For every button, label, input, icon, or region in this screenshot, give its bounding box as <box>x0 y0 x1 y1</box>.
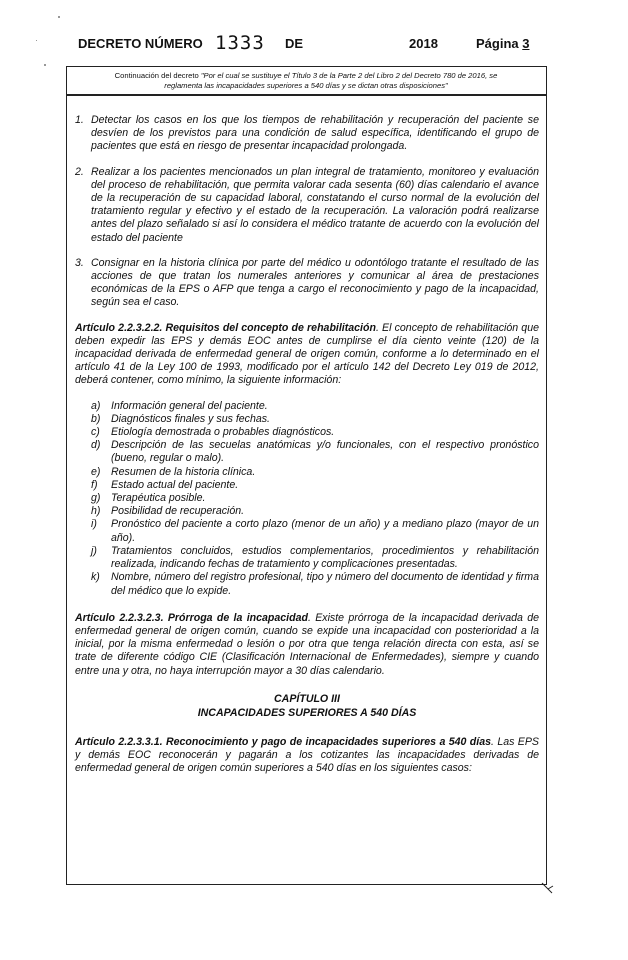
article-text: . Las EPS y demás EOC reconocerán y pagarán a los cotizantes las incapacidades derivadas de enfermedad general de origen común superiores a 540 días en los siguientes casos: <box>75 735 539 775</box>
list-item <box>91 413 539 426</box>
list-item <box>91 505 539 518</box>
numbered-item <box>75 114 539 154</box>
article-heading: Artículo 2.2.3.2.3. Prórroga de la incapacidad <box>75 611 308 624</box>
item-text: Estado actual del paciente. <box>111 478 239 491</box>
chapter-number: CAPÍTULO III <box>274 692 340 705</box>
item-letter: f) <box>91 478 98 491</box>
list-item <box>91 466 539 479</box>
item-letter: e) <box>91 465 101 478</box>
article-reconocimiento <box>75 736 539 776</box>
chapter-title: INCAPACIDADES SUPERIORES A 540 DÍAS <box>197 706 417 719</box>
continuation-title-line1: "Por el cual se sustituye el Título 3 de la Parte 2 del Libro 2 del Decreto 780 de 2016, se <box>200 71 498 80</box>
chapter-heading <box>75 692 539 720</box>
item-text: Diagnósticos finales y sus fechas. <box>111 412 270 425</box>
list-item <box>91 426 539 439</box>
item-letter: c) <box>91 426 100 439</box>
item-text: Terapéutica posible. <box>111 492 206 505</box>
pagina-label: Página <box>476 36 519 51</box>
item-letter: i) <box>91 518 97 531</box>
de-label: DE <box>285 36 304 51</box>
list-item <box>91 400 539 413</box>
scan-speck <box>36 40 37 41</box>
numbered-item <box>75 257 539 310</box>
article-text: . El concepto de rehabilitación que deben expedir las EPS y demás EOC antes de cumplirse el día ciento veinte (120) de la incapacidad derivada de enfermedad general de origen común, conforme a lo determinado en el artículo 41 de la Ley 100 de 1993, modificado por el artículo 142 del Decreto Ley 019 de 2012, deberá contener, como mínimo, la siguiente información: <box>75 321 539 387</box>
item-letter: g) <box>91 492 101 505</box>
decreto-label: DECRETO NÚMERO <box>78 36 203 51</box>
list-item <box>91 545 539 571</box>
numbered-item <box>75 166 539 245</box>
item-number: 3. <box>75 256 84 269</box>
list-item <box>91 439 539 465</box>
item-text: Nombre, número del registro profesional, tipo y número del documento de identidad y firma del médico que lo expide. <box>111 571 539 597</box>
item-text: Resumen de la historia clínica. <box>111 465 256 478</box>
item-text: Tratamientos concluidos, estudios complementarios, procedimientos y rehabilitación realizada, indicando fechas de tratamiento y complicaciones presentadas. <box>111 544 539 571</box>
item-letter: b) <box>91 412 101 425</box>
list-item <box>91 492 539 505</box>
list-item <box>91 518 539 544</box>
page-number: 3 <box>522 36 530 51</box>
item-text: Detectar los casos en los que los tiempos de rehabilitación y recuperación del paciente se desvíen de los previstos para una condición de salud específica, identificando el grupo de pacientes que está en riesgo de presentar incapacidad prolongada. <box>91 114 539 153</box>
list-item <box>91 479 539 492</box>
article-requisitos <box>75 322 539 388</box>
article-heading: Artículo 2.2.3.2.2. Requisitos del concepto de rehabilitación <box>75 321 376 334</box>
item-text: Consignar en la historia clínica por parte del médico u odontólogo tratante el resultado de las acciones de que tratan los numerales anteriores y comunicar al área de prestaciones económicas de la EPS o AFP que tenga a cargo el reconocimiento y pago de la incapacidad, según sea el caso. <box>91 256 539 309</box>
item-letter: j) <box>91 544 97 557</box>
corner-mark-icon <box>540 880 554 894</box>
item-text: Realizar a los pacientes mencionados un plan integral de tratamiento, monitoreo y evaluación del proceso de rehabilitación, que permita valorar cada sesenta (60) días calendario el avance de la recuperación de su capacidad laboral, constatando el curso normal de la evolución del tratamiento regular y efectivo y el estado de la recuperación. La valoración podrá realizarse antes del plazo señalado si así lo considera el médico tratante de acuerdo con la evolución del estado del paciente <box>91 165 539 244</box>
document-body <box>75 114 539 787</box>
item-text: Pronóstico del paciente a corto plazo (menor de un año) y a mediano plazo (mayor de un año). <box>111 518 539 544</box>
continuation-note <box>70 71 542 91</box>
list-item <box>91 571 539 597</box>
item-letter: a) <box>91 399 101 412</box>
document-header <box>78 32 548 58</box>
item-text: Posibilidad de recuperación. <box>111 505 245 518</box>
item-text: Información general del paciente. <box>111 399 268 412</box>
requirements-list <box>91 400 539 598</box>
item-letter: k) <box>91 571 100 584</box>
article-text: . Existe prórroga de la incapacidad derivada de enfermedad general de origen común, cuando se expide una incapacidad con posterioridad a la inicial, por la misma enfermedad o lesión o por otra que tenga relación directa con esta, así se trate de diferente código CIE (Clasificación Internacional de Enfermedades), siempre y cuando entre una y otra, no haya interrupción mayor a 30 días calendario. <box>75 611 539 677</box>
scan-speck <box>58 16 60 18</box>
article-prorroga <box>75 612 539 678</box>
item-text: Descripción de las secuelas anatómicas y/o funcionales, con el respectivo pronóstico (bueno, regular o malo). <box>111 439 539 465</box>
item-number: 2. <box>75 165 84 178</box>
item-letter: h) <box>91 505 101 518</box>
article-heading: Artículo 2.2.3.3.1. Reconocimiento y pago de incapacidades superiores a 540 días <box>75 735 491 748</box>
page-label <box>476 36 529 51</box>
decreto-number: 1333 <box>215 32 265 54</box>
continuation-divider <box>66 94 547 96</box>
item-number: 1. <box>75 114 84 126</box>
decreto-year: 2018 <box>409 36 438 51</box>
scan-speck <box>44 64 46 66</box>
continuation-title-line2: reglamenta las incapacidades superiores a 540 días y se dictan otras disposiciones" <box>164 81 448 90</box>
item-text: Etiología demostrada o probables diagnósticos. <box>111 426 335 439</box>
item-letter: d) <box>91 439 101 452</box>
continuation-prefix: Continuación del decreto <box>114 71 199 80</box>
